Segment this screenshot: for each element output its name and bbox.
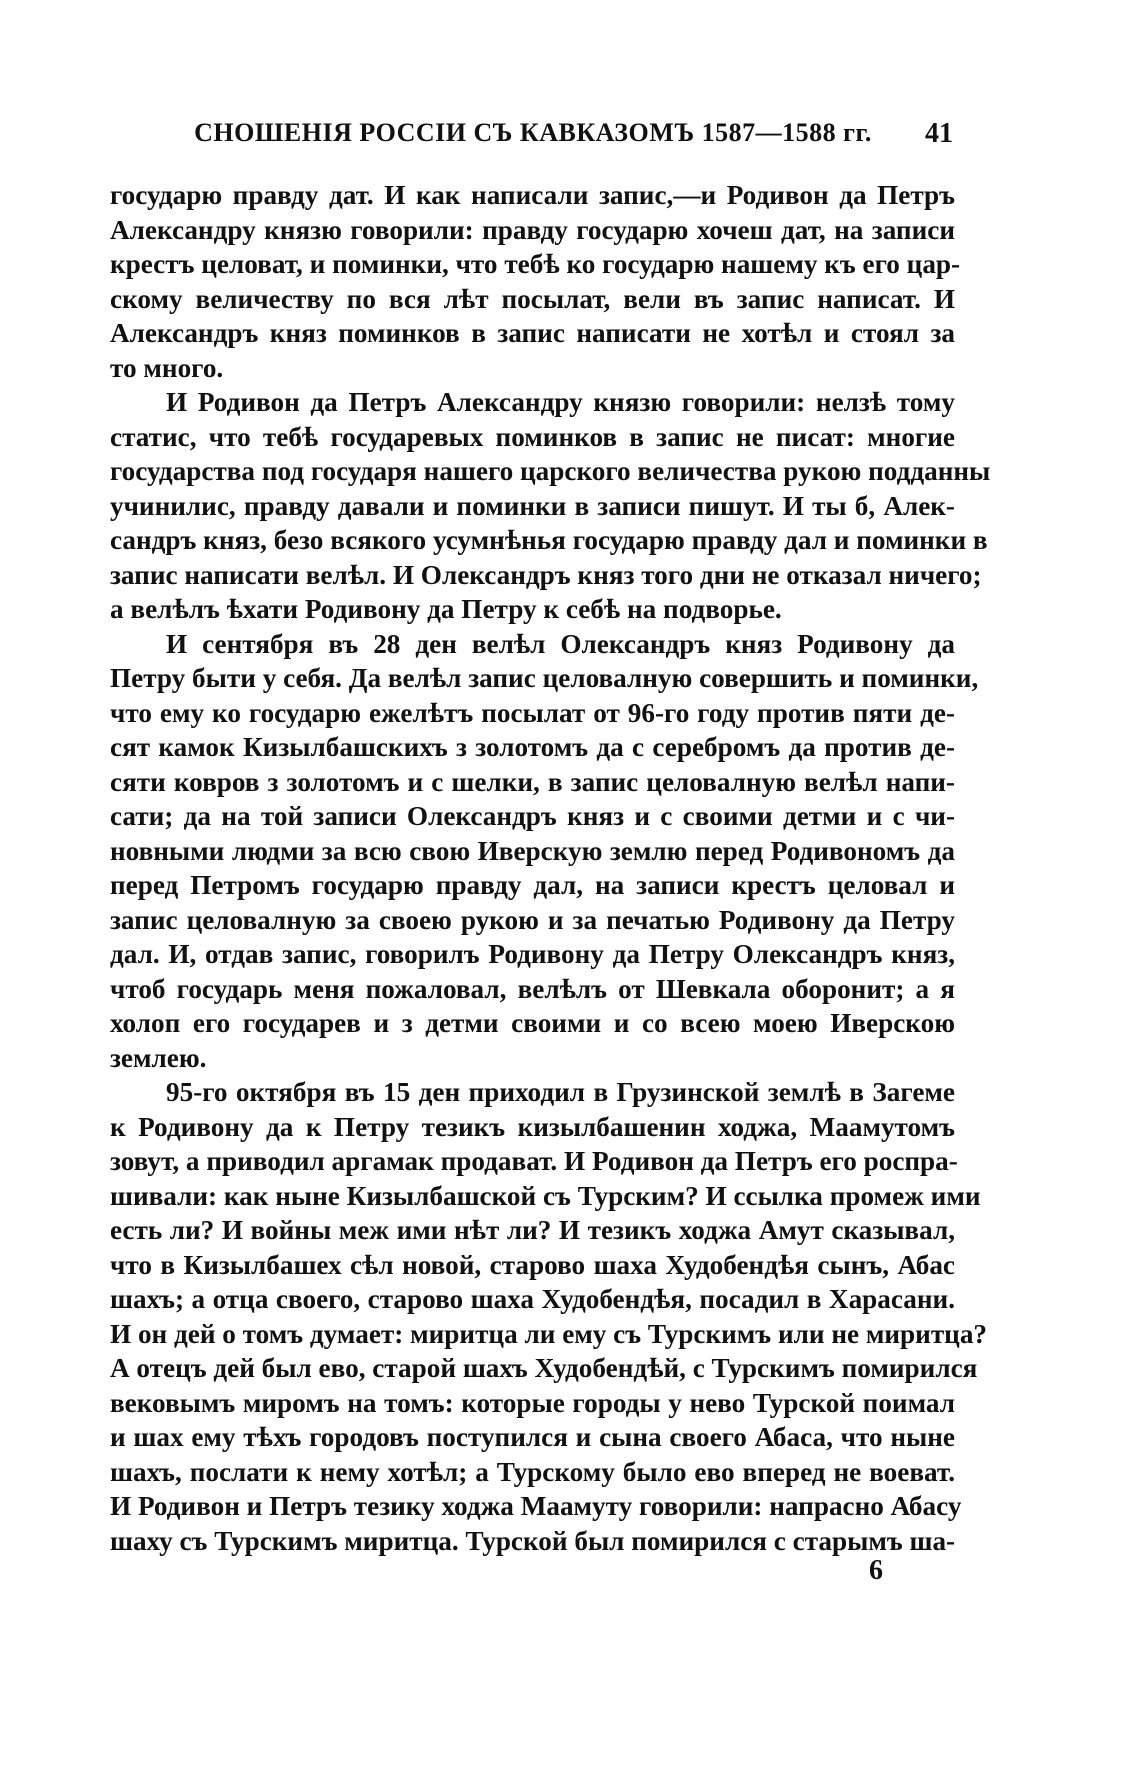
text-line: шахъ; а отца своего, старово шаха Худобендѣя, посадил в Харасани.: [110, 1284, 955, 1314]
text-line: крестъ целоват, и поминки, что тебѣ ко государю нашему къ его цар-: [110, 249, 961, 279]
text-line: что ему ко государю ежелѣтъ посылат от 96-го году против пяти де-: [110, 697, 955, 728]
text-line: холоп его государев и з детми своими и со всею моею Иверскою: [110, 1008, 955, 1038]
text-line: новными людми за всю свою Иверскую землю перед Родивономъ да: [110, 835, 955, 866]
paragraph: [110, 178, 961, 385]
text-line: землею.: [110, 1042, 207, 1073]
text-line: вековымъ миромъ на томъ: которые городы у нево Турской поимал: [110, 1387, 955, 1418]
text-line: скому величеству по вся лѣт посылат, вели въ запис написат. И: [110, 283, 955, 314]
text-line: государства под государя нашего царского величества рукою подданны: [110, 456, 991, 486]
text-line: шаху съ Турскимъ миритца. Турской был помирился с старымъ ша-: [110, 1525, 956, 1556]
text-line: шивали: как ныне Кизылбашской съ Турским? И ссылка промеж ими: [110, 1180, 981, 1211]
text-line: зовут, а приводил аргамак продават. И Родивон да Петръ его роспра-: [110, 1146, 958, 1176]
text-line: Петру быти у себя. Да велѣл запис целовалную совершить и поминки,: [110, 663, 979, 693]
signature-mark: 6: [869, 1555, 883, 1586]
text-line: а велѣлъ ѣхати Родивону да Петру к себѣ на подворье.: [110, 594, 782, 624]
page-header: [113, 118, 953, 158]
page-number: 41: [925, 118, 953, 149]
text-line: сяти ковров з золотомъ и с шелки, в запис целовалную велѣл напи-: [110, 766, 955, 797]
text-line: И Родивон да Петръ Александру князю говорили: нелзѣ тому: [166, 387, 955, 417]
text-line: запис целовалную за своею рукою и за печатью Родивону да Петру: [110, 904, 955, 935]
text-line: чтоб государь меня пожаловал, велѣлъ от Шевкала оборонит; а я: [110, 973, 955, 1004]
text-line: запис написати велѣл. И Олександръ княз того дни не отказал ничего;: [110, 559, 982, 590]
text-line: статис, что тебѣ государевых поминков в запис не писат: многие: [110, 421, 955, 452]
paragraph: [110, 627, 979, 1076]
text-line: к Родивону да к Петру тезикъ кизылбашенин ходжа, Маамутомъ: [110, 1111, 955, 1142]
text-line: И Родивон и Петръ тезику ходжа Маамуту говорили: напрасно Абасу: [110, 1491, 962, 1521]
text-line: сати; да на той записи Олександръ княз и с своими детми и с чи-: [110, 801, 955, 831]
text-line: государю правду дат. И как написали запис,—и Родивон да Петръ: [110, 180, 955, 210]
text-line: дал. И, отдав запис, говорилъ Родивону да Петру Олександръ княз,: [110, 939, 955, 969]
paragraph: [110, 385, 991, 627]
text-line: И сентября въ 28 ден велѣл Олександръ княз Родивону да: [166, 628, 955, 659]
text-line: Александру князю говорили: правду государю хочеш дат, на записи: [110, 214, 955, 245]
body-text: [110, 178, 991, 1558]
paragraph: [110, 1075, 988, 1558]
running-head: СНОШЕНІЯ РОССІИ СЪ КАВКАЗОМЪ 1587—1588 гг.: [194, 118, 872, 147]
text-line: И он дей о томъ думает: миритца ли ему съ Турскимъ или не миритца?: [110, 1318, 988, 1349]
text-line: сандръ княз, безо всякого усумнѣнья государю правду дал и поминки в: [110, 525, 988, 555]
text-line: 95-го октября въ 15 ден приходил в Грузинской землѣ в Загеме: [166, 1077, 955, 1107]
text-line: шахъ, послати к нему хотѣл; а Турскому было ево вперед не воеват.: [110, 1456, 955, 1487]
text-line: А отецъ дей был ево, старой шахъ Худобендѣй, с Турскимъ помирился: [110, 1353, 978, 1383]
text-line: учинилис, правду давали и поминки в записи пишут. И ты б, Алек-: [110, 490, 955, 521]
text-line: что в Кизылбашех сѣл новой, старово шаха Худобендѣя сынъ, Абас: [110, 1249, 955, 1280]
text-line: Александръ княз поминков в запис написати не хотѣл и стоял за: [110, 318, 955, 348]
text-line: то много.: [110, 352, 224, 383]
text-line: сят камок Кизылбашскихъ з золотомъ да с серебромъ да против де-: [110, 732, 955, 762]
text-line: перед Петромъ государю правду дал, на записи крестъ целовал и: [110, 870, 955, 900]
text-line: и шах ему тѣхъ городовъ поступился и сына своего Абаса, что ныне: [110, 1422, 955, 1452]
text-line: есть ли? И войны меж ими нѣт ли? И тезикъ ходжа Амут сказывал,: [110, 1215, 955, 1245]
